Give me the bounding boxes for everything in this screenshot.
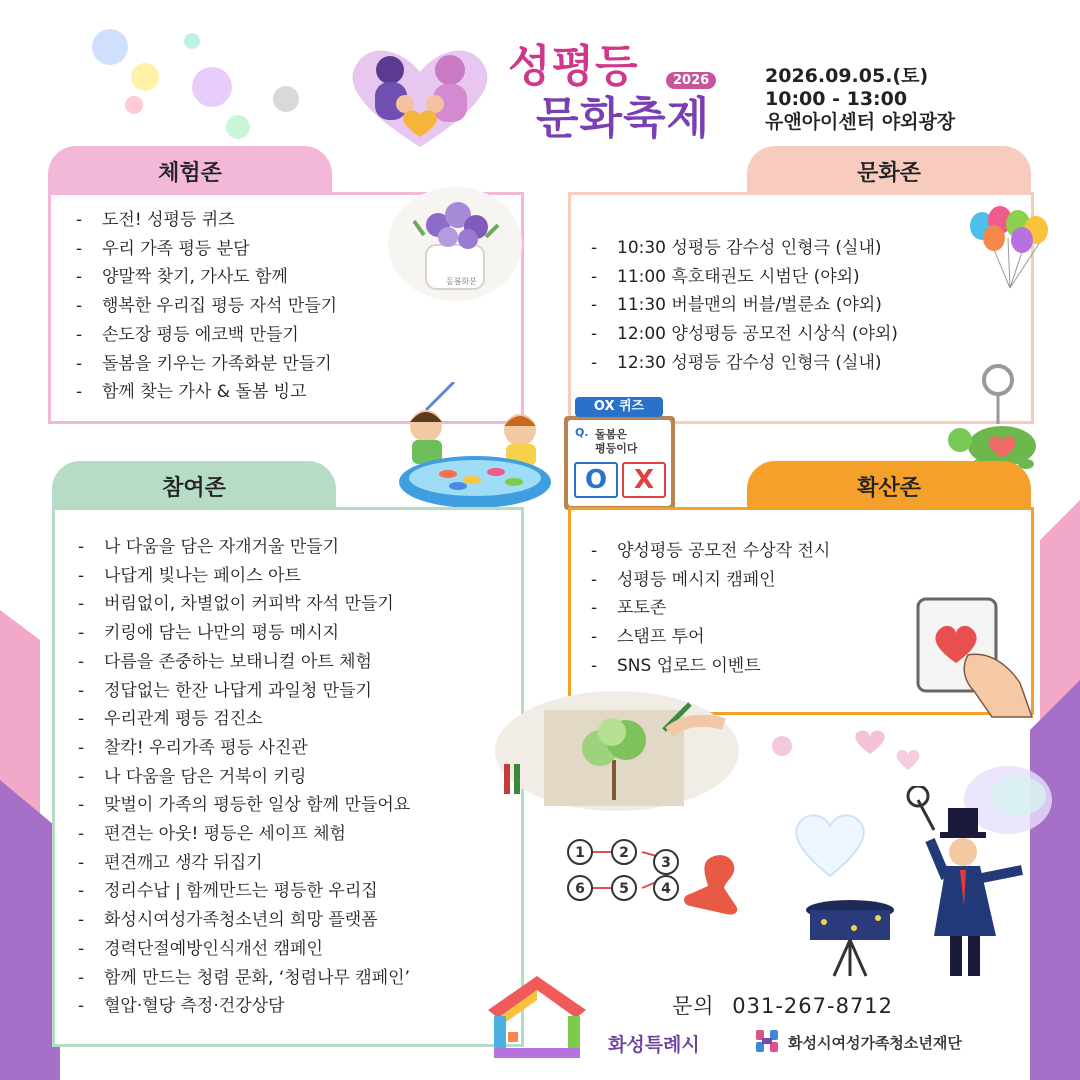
step-number: 1 — [575, 845, 585, 861]
list-item: - 양말짝 찾기, 가사도 함께 — [76, 267, 288, 288]
contact-label: 문의 — [672, 994, 715, 1018]
step-number: 4 — [661, 881, 671, 897]
ox-quiz-label: OX 퀴즈 — [575, 397, 663, 417]
list-item: - 포토존 — [591, 598, 667, 619]
list-item: - 다름을 존중하는 보태니컬 아트 체험 — [78, 651, 372, 672]
contact-line — [672, 990, 893, 1020]
list-item: - 키링에 담는 나만의 평등 메시지 — [78, 623, 340, 644]
stamp-image — [680, 850, 750, 920]
list-item: - 버림없이, 차별없이 커피박 자석 만들기 — [78, 594, 394, 615]
ox-o-button — [574, 462, 618, 498]
list-item: - 나 다움을 담은 거북이 키링 — [78, 766, 307, 787]
spread-zone-title: 확산존 — [857, 475, 921, 501]
step-6 — [568, 876, 592, 900]
experience-zone-title: 체험존 — [158, 160, 222, 186]
phone-hand-image — [908, 595, 1038, 720]
list-item: - 경력단절예방인식개선 캠페인 — [78, 938, 323, 959]
step-number: 6 — [575, 881, 585, 897]
culture-zone-tab — [747, 146, 1031, 196]
list-item: - 12:30 성평등 감수성 인형극 (실내) — [591, 352, 882, 373]
festival-title-line1: 성평등 — [508, 41, 639, 92]
contact-phone: 031-267-8712 — [732, 994, 894, 1018]
culture-zone-title: 문화존 — [857, 160, 921, 186]
list-item: - 화성시여성가족청소년의 희망 플랫폼 — [78, 910, 378, 931]
list-item: - 맞벌이 가족의 평등한 일상 함께 만들어요 — [78, 795, 411, 816]
step-4 — [654, 876, 678, 900]
list-item: - 성평등 메시지 캠페인 — [591, 569, 776, 590]
list-item: - 혈압·혈당 측정·건강상담 — [78, 996, 285, 1017]
turtle-keyring-image — [940, 362, 1050, 474]
step-1 — [568, 840, 592, 864]
list-item: - 우리 가족 평등 분담 — [76, 238, 250, 259]
participation-zone-title: 참여존 — [162, 475, 226, 501]
list-item: - 양성평등 공모전 수상작 전시 — [591, 541, 831, 561]
year-badge: 2026 — [666, 72, 716, 89]
list-item: - 손도장 평등 에코백 만들기 — [76, 324, 299, 345]
magician-image — [800, 786, 1040, 982]
ox-question-prefix: Q. — [575, 426, 589, 439]
experience-zone-tab — [48, 146, 332, 196]
number-steps-image — [556, 838, 691, 906]
ox-question-line2: 평등이다 — [595, 442, 638, 455]
festival-time: 10:00 - 13:00 — [765, 88, 908, 110]
culture-zone-list — [591, 234, 898, 378]
list-item: - 12:00 양성평등 공모전 시상식 (야외) — [591, 324, 898, 345]
family-heart-logo — [345, 42, 495, 150]
list-item: - 함께 만드는 청렴 문화, ‘청렴나무 캠페인’ — [78, 967, 410, 988]
list-item: - 10:30 성평등 감수성 인형극 (실내) — [591, 238, 882, 258]
foundation-logo-icon — [754, 1028, 780, 1054]
city-logo: 화성특례시 — [608, 1034, 700, 1056]
participation-zone-tab — [52, 461, 336, 511]
step-number: 2 — [619, 845, 629, 861]
list-item: - 나답게 빛나는 페이스 아트 — [78, 565, 301, 586]
list-item: - 편견는 아웃! 평등은 세이프 체험 — [78, 824, 346, 845]
balloons-image — [960, 200, 1055, 290]
spread-zone-list — [591, 537, 830, 681]
list-item: - 정리수납 | 함께만드는 평등한 우리집 — [78, 881, 378, 902]
ox-o-label: O — [584, 465, 608, 495]
list-item: - 스탬프 투어 — [591, 627, 705, 648]
list-item: - 우리관계 평등 검진소 — [78, 709, 263, 730]
list-item: - 행복한 우리집 평등 자석 만들기 — [76, 296, 338, 317]
step-number: 3 — [661, 855, 671, 871]
festival-title-line2: 문화축제 — [536, 93, 711, 144]
ox-x-button — [622, 462, 666, 498]
foundation-logo: 화성시여성가족청소년재단 — [788, 1034, 962, 1052]
ox-x-label: X — [633, 465, 655, 495]
step-number: 5 — [619, 881, 629, 897]
list-item: - 11:30 버블맨의 버블/벌룬쇼 (야외) — [591, 295, 882, 316]
list-item: - 찰칵! 우리가족 평등 사진관 — [78, 737, 308, 758]
kids-fishing-image — [396, 382, 554, 512]
list-item: - 함께 찾는 가사 & 돌봄 빙고 — [76, 382, 307, 403]
list-item: - 돌봄을 키우는 가족화분 만들기 — [76, 353, 332, 374]
spread-zone-tab — [747, 461, 1031, 511]
eco-bag-drawing-image — [494, 690, 740, 812]
flower-pot-label: 돌봄화분 — [446, 277, 477, 286]
step-3 — [654, 850, 678, 874]
list-item: - SNS 업로드 이벤트 — [591, 655, 761, 676]
participation-zone-list — [78, 533, 410, 1021]
bubbles-decor — [80, 25, 310, 145]
ox-question-line1: 돌봄은 — [595, 428, 627, 441]
block-house-image — [478, 972, 596, 1062]
list-item: - 11:00 흑호태권도 시범단 (야외) — [591, 266, 860, 287]
festival-date: 2026.09.05.(토) — [765, 65, 929, 87]
step-5 — [612, 876, 636, 900]
list-item: - 편견깨고 생각 뒤집기 — [78, 852, 263, 873]
list-item: - 나 다움을 담은 자개거울 만들기 — [78, 537, 340, 557]
step-2 — [612, 840, 636, 864]
experience-zone-list — [76, 206, 337, 407]
festival-venue: 유앤아이센터 야외광장 — [765, 111, 956, 133]
list-item: - 정답없는 한잔 나답게 과일청 만들기 — [78, 680, 372, 701]
list-item: - 도전! 성평등 퀴즈 — [76, 210, 235, 230]
